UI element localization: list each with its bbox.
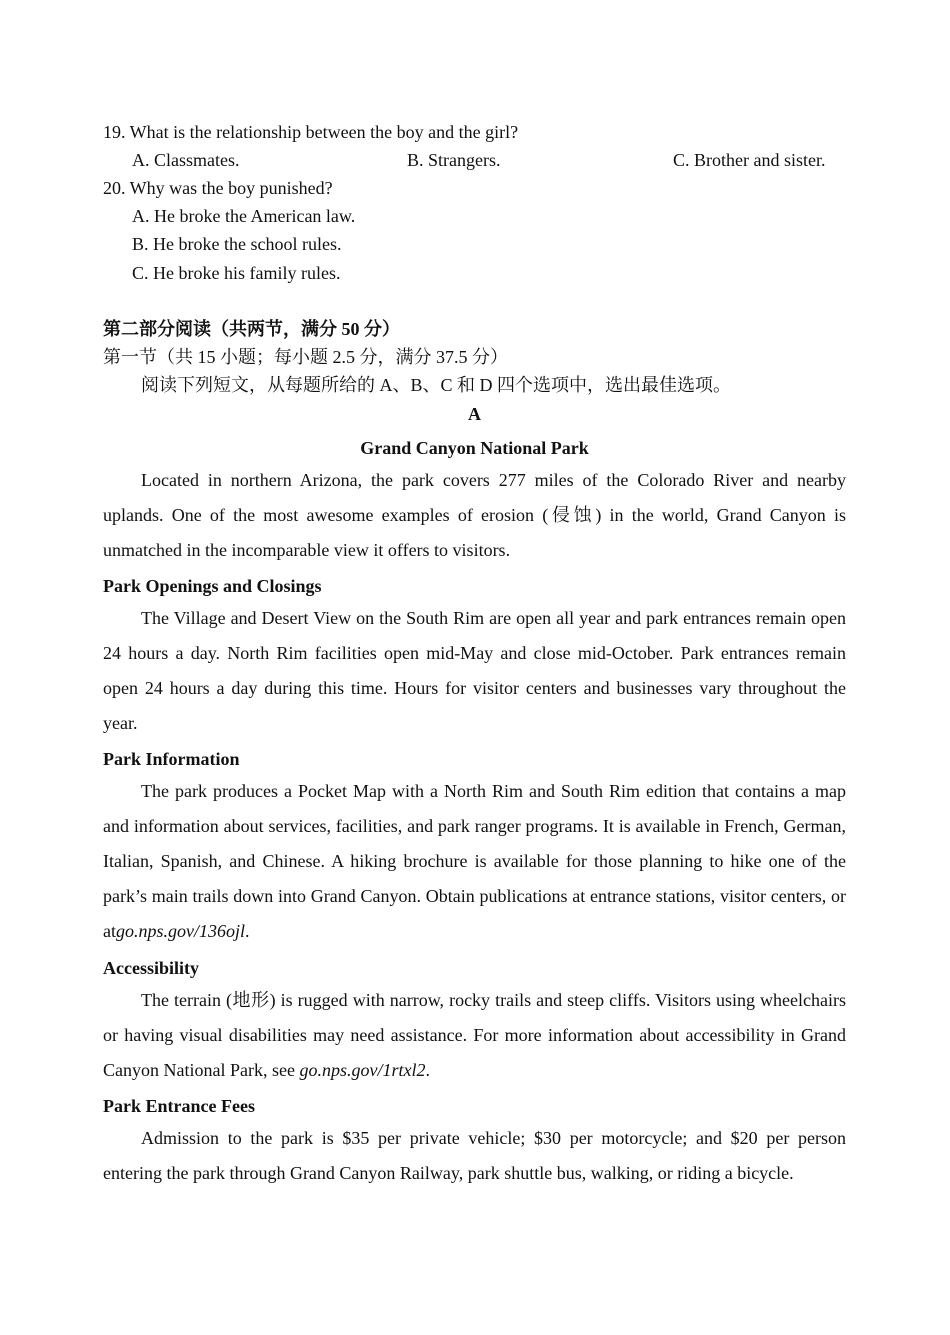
openings-text: The Village and Desert View on the South Rim are open all year and park entrances remain open 24 hours a day. North Rim facilities open mid-May and close mid-October. Park entrances remain open 24 hours a day during this time. Hours for visitor centers and businesses vary throughout the year.: [103, 608, 846, 733]
question-20-stem: 20. Why was the boy punished?: [103, 178, 333, 198]
question-20-option-b: B. He broke the school rules.: [132, 234, 342, 254]
question-19-option-c: C. Brother and sister.: [673, 150, 826, 170]
section1-heading: 第一节（共 15 小题；每小题 2.5 分，满分 37.5 分）: [103, 347, 508, 367]
information-heading: Park Information: [103, 749, 240, 769]
publications-link[interactable]: go.nps.gov/136ojl: [116, 921, 245, 941]
passage-intro: Located in northern Arizona, the park covers 277 miles of the Colorado River and nearby uplands. One of the most awesome examples of erosion (侵蚀) in the world, Grand Canyon is unmatched in the incomparable view it offers to visitors.: [103, 470, 846, 560]
question-19-option-a: A. Classmates.: [132, 150, 240, 170]
fees-heading: Park Entrance Fees: [103, 1096, 255, 1116]
information-text: The park produces a Pocket Map with a North Rim and South Rim edition that contains a map and information about services, facilities, and park ranger programs. It is available in French, German, Italian, Spanish, and Chinese. A hiking brochure is available for those planning to hike one of the park’s main trails down into Grand Canyon. Obtain publications at entrance stations, visitor centers, or at: [103, 781, 846, 941]
question-20-option-a: A. He broke the American law.: [132, 206, 356, 226]
information-paragraph: [103, 774, 846, 949]
fees-text: Admission to the park is $35 per private vehicle; $30 per motorcycle; and $20 per person entering the park through Grand Canyon Railway, park shuttle bus, walking, or riding a bicycle.: [103, 1128, 846, 1183]
passage-label: A: [468, 404, 481, 424]
passage-title: Grand Canyon National Park: [360, 438, 589, 458]
information-end: .: [245, 921, 250, 941]
openings-heading: Park Openings and Closings: [103, 576, 322, 596]
accessibility-link[interactable]: go.nps.gov/1rtxl2: [299, 1060, 426, 1080]
reading-instruction: 阅读下列短文，从每题所给的 A、B、C 和 D 四个选项中，选出最佳选项。: [141, 375, 732, 395]
part2-heading: 第二部分阅读（共两节，满分 50 分）: [103, 319, 400, 339]
accessibility-text: The terrain (地形) is rugged with narrow, rocky trails and steep cliffs. Visitors using wheelchairs or having visual disabilities may need assistance. For more information about accessibility in Grand Canyon National Park, see: [103, 990, 846, 1080]
question-20-option-c: C. He broke his family rules.: [132, 263, 341, 283]
accessibility-paragraph: [103, 983, 846, 1088]
accessibility-end: .: [425, 1060, 430, 1080]
question-19-option-b: B. Strangers.: [407, 150, 501, 170]
question-19-stem: 19. What is the relationship between the boy and the girl?: [103, 122, 519, 142]
accessibility-heading: Accessibility: [103, 958, 199, 978]
